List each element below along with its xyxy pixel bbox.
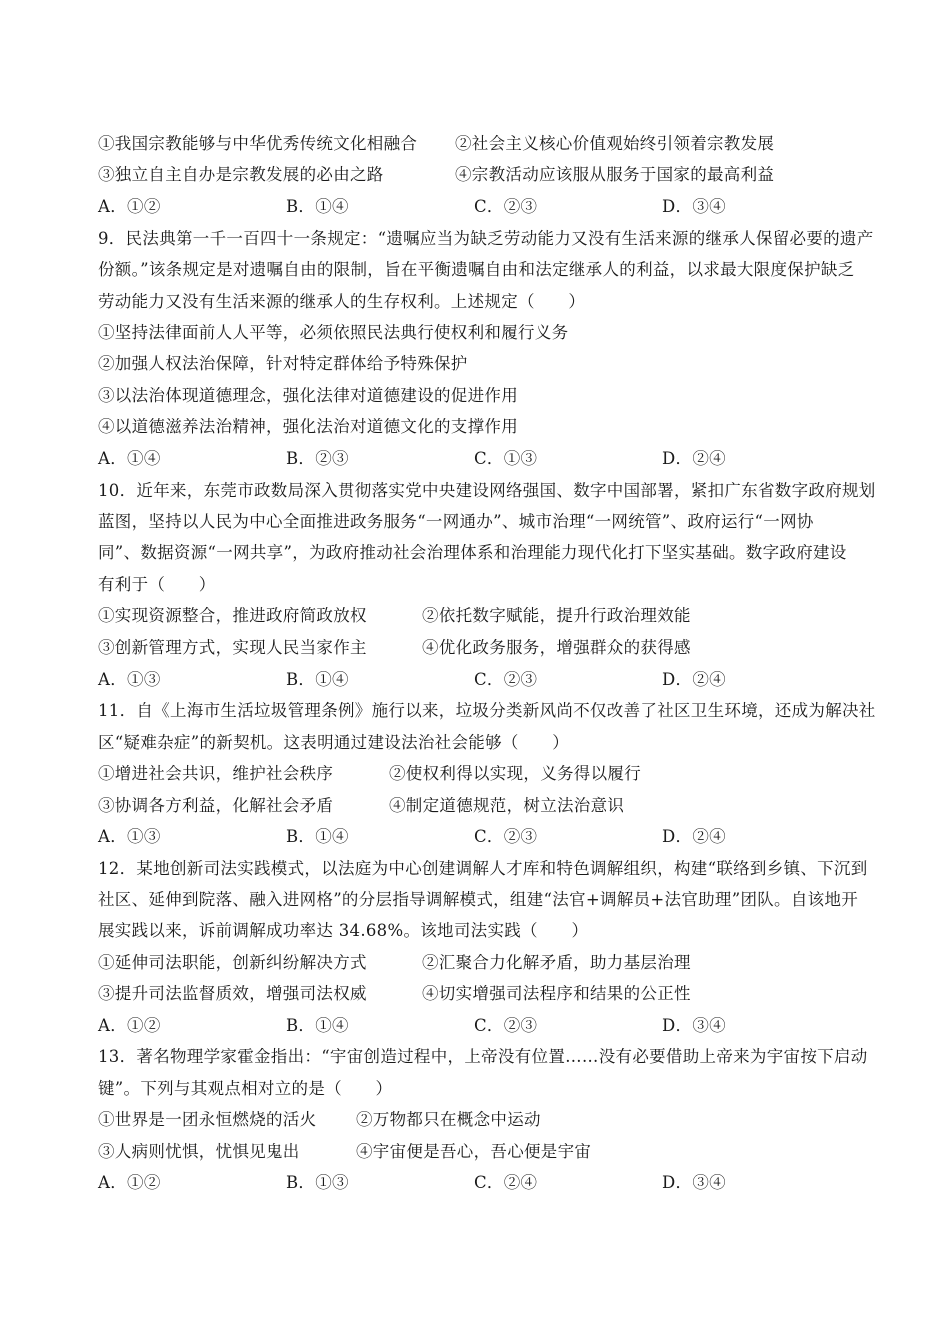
- q12-statement-row-1: [98, 952, 691, 974]
- q10-option-c[interactable]: C．②③: [474, 670, 538, 689]
- q10-statement-3: ③创新管理方式，实现人民当家作主: [98, 638, 367, 657]
- q12-statement-3: ③提升司法监督质效，增强司法权威: [98, 984, 367, 1003]
- q8-option-d[interactable]: D．③④: [662, 197, 726, 216]
- q10-statement-row-1: [98, 605, 691, 627]
- q13-statement-row-2: [98, 1141, 592, 1163]
- q12-stem-line-3: 展实践以来，诉前调解成功率达 34.68%。该地司法实践（ ）: [98, 921, 589, 940]
- q11-statement-4: ④制定道德规范，树立法治意识: [389, 796, 625, 815]
- q13-option-d[interactable]: D．③④: [662, 1173, 726, 1192]
- q8-statement-2: ②社会主义核心价值观始终引领着宗教发展: [455, 134, 775, 153]
- q10-option-d[interactable]: D．②④: [662, 670, 726, 689]
- q10-stem-line-3: 同”、数据资源“一网共享”，为政府推动社会治理体系和治理能力现代化打下坚实基础。数字政府建设: [98, 543, 847, 562]
- q13-statement-3: ③人病则忧惧，忧惧见鬼出: [98, 1142, 300, 1161]
- q11-option-a[interactable]: A．①③: [98, 827, 161, 846]
- q10-statement-4: ④优化政务服务，增强群众的获得感: [422, 638, 691, 657]
- q13-option-c[interactable]: C．②④: [474, 1173, 538, 1192]
- q8-statement-3: ③独立自主自办是宗教发展的必由之路: [98, 165, 384, 184]
- q13-statement-4: ④宇宙便是吾心，吾心便是宇宙: [356, 1142, 592, 1161]
- q13-statement-1: ①世界是一团永恒燃烧的活火: [98, 1110, 317, 1129]
- q10-stem-line-4: 有利于（ ）: [98, 575, 216, 594]
- q12-option-b[interactable]: B．①④: [286, 1016, 349, 1035]
- q12-statement-2: ②汇聚合力化解矛盾，助力基层治理: [422, 953, 691, 972]
- q8-statement-4: ④宗教活动应该服从服务于国家的最高利益: [455, 165, 775, 184]
- q8-statement-row-2: [98, 164, 775, 186]
- q12-option-d[interactable]: D．③④: [662, 1016, 726, 1035]
- q12-statement-1: ①延伸司法职能，创新纠纷解决方式: [98, 953, 367, 972]
- q12-statement-row-2: [98, 983, 691, 1005]
- q10-stem-line-2: 蓝图，坚持以人民为中心全面推进政务服务“一网通办”、城市治理“一网统管”、政府运行“一网协: [98, 512, 814, 531]
- q10-stem-line-1: 10．近年来，东莞市政数局深入贯彻落实党中央建设网络强国、数字中国部署，紧扣广东省数字政府规划: [98, 481, 876, 500]
- q11-option-b[interactable]: B．①④: [286, 827, 349, 846]
- q11-option-d[interactable]: D．②④: [662, 827, 726, 846]
- q10-statement-1: ①实现资源整合，推进政府简政放权: [98, 606, 367, 625]
- q13-option-a[interactable]: A．①②: [98, 1173, 161, 1192]
- q12-statement-4: ④切实增强司法程序和结果的公正性: [422, 984, 691, 1003]
- q13-statement-row-1: [98, 1109, 541, 1131]
- q10-option-b[interactable]: B．①④: [286, 670, 349, 689]
- q12-option-a[interactable]: A．①②: [98, 1016, 161, 1035]
- q10-option-a[interactable]: A．①③: [98, 670, 161, 689]
- q9-option-c[interactable]: C．①③: [474, 449, 538, 468]
- q11-statement-row-1: [98, 763, 641, 785]
- q9-stem-line-3: 劳动能力又没有生活来源的继承人的生存权利。上述规定（ ）: [98, 292, 586, 311]
- q11-statement-3: ③协调各方利益，化解社会矛盾: [98, 796, 334, 815]
- q11-statement-2: ②使权利得以实现，义务得以履行: [389, 764, 641, 783]
- q13-statement-2: ②万物都只在概念中运动: [356, 1110, 541, 1129]
- q9-option-b[interactable]: B．②③: [286, 449, 349, 468]
- q9-stem-line-2: 份额。”该条规定是对遗嘱自由的限制，旨在平衡遗嘱自由和法定继承人的利益，以求最大限度保护缺乏: [98, 260, 855, 279]
- q13-stem-line-2: 键”。下列与其观点相对立的是（ ）: [98, 1079, 393, 1098]
- q9-statement-3: ③以法治体现道德理念，强化法律对道德建设的促进作用: [98, 386, 518, 405]
- q11-stem-line-1: 11．自《上海市生活垃圾管理条例》施行以来，垃圾分类新风尚不仅改善了社区卫生环境，还成为解决社: [98, 701, 876, 720]
- q9-statement-2: ②加强人权法治保障，针对特定群体给予特殊保护: [98, 354, 468, 373]
- q9-stem-line-1: 9．民法典第一千一百四十一条规定：“遗嘱应当为缺乏劳动能力又没有生活来源的继承人保留必要的遗产: [98, 229, 874, 248]
- q13-option-b[interactable]: B．①③: [286, 1173, 349, 1192]
- q9-option-a[interactable]: A．①④: [98, 449, 161, 468]
- q12-stem-line-1: 12．某地创新司法实践模式，以法庭为中心创建调解人才库和特色调解组织，构建“联络到乡镇、下沉到: [98, 859, 868, 878]
- q10-statement-2: ②依托数字赋能，提升行政治理效能: [422, 606, 691, 625]
- q13-stem-line-1: 13．著名物理学家霍金指出：“宇宙创造过程中，上帝没有位置……没有必要借助上帝来为宇宙按下启动: [98, 1047, 868, 1066]
- q11-stem-line-2: 区“疑难杂症”的新契机。这表明通过建设法治社会能够（ ）: [98, 733, 570, 752]
- q10-statement-row-2: [98, 637, 691, 659]
- q11-statement-row-2: [98, 795, 625, 817]
- q9-statement-1: ①坚持法律面前人人平等，必须依照民法典行使权利和履行义务: [98, 323, 569, 342]
- q12-option-c[interactable]: C．②③: [474, 1016, 538, 1035]
- q8-statement-1: ①我国宗教能够与中华优秀传统文化相融合: [98, 134, 418, 153]
- q12-stem-line-2: 社区、延伸到院落、融入进网格”的分层指导调解模式，组建“法官+调解员+法官助理”团队。自该地开: [98, 890, 859, 909]
- q8-statement-row-1: [98, 133, 775, 155]
- q8-option-c[interactable]: C．②③: [474, 197, 538, 216]
- q8-option-b[interactable]: B．①④: [286, 197, 349, 216]
- q11-statement-1: ①增进社会共识，维护社会秩序: [98, 764, 334, 783]
- q9-statement-4: ④以道德滋养法治精神，强化法治对道德文化的支撑作用: [98, 417, 518, 436]
- q11-option-c[interactable]: C．②③: [474, 827, 538, 846]
- q8-option-a[interactable]: A．①②: [98, 197, 161, 216]
- q9-option-d[interactable]: D．②④: [662, 449, 726, 468]
